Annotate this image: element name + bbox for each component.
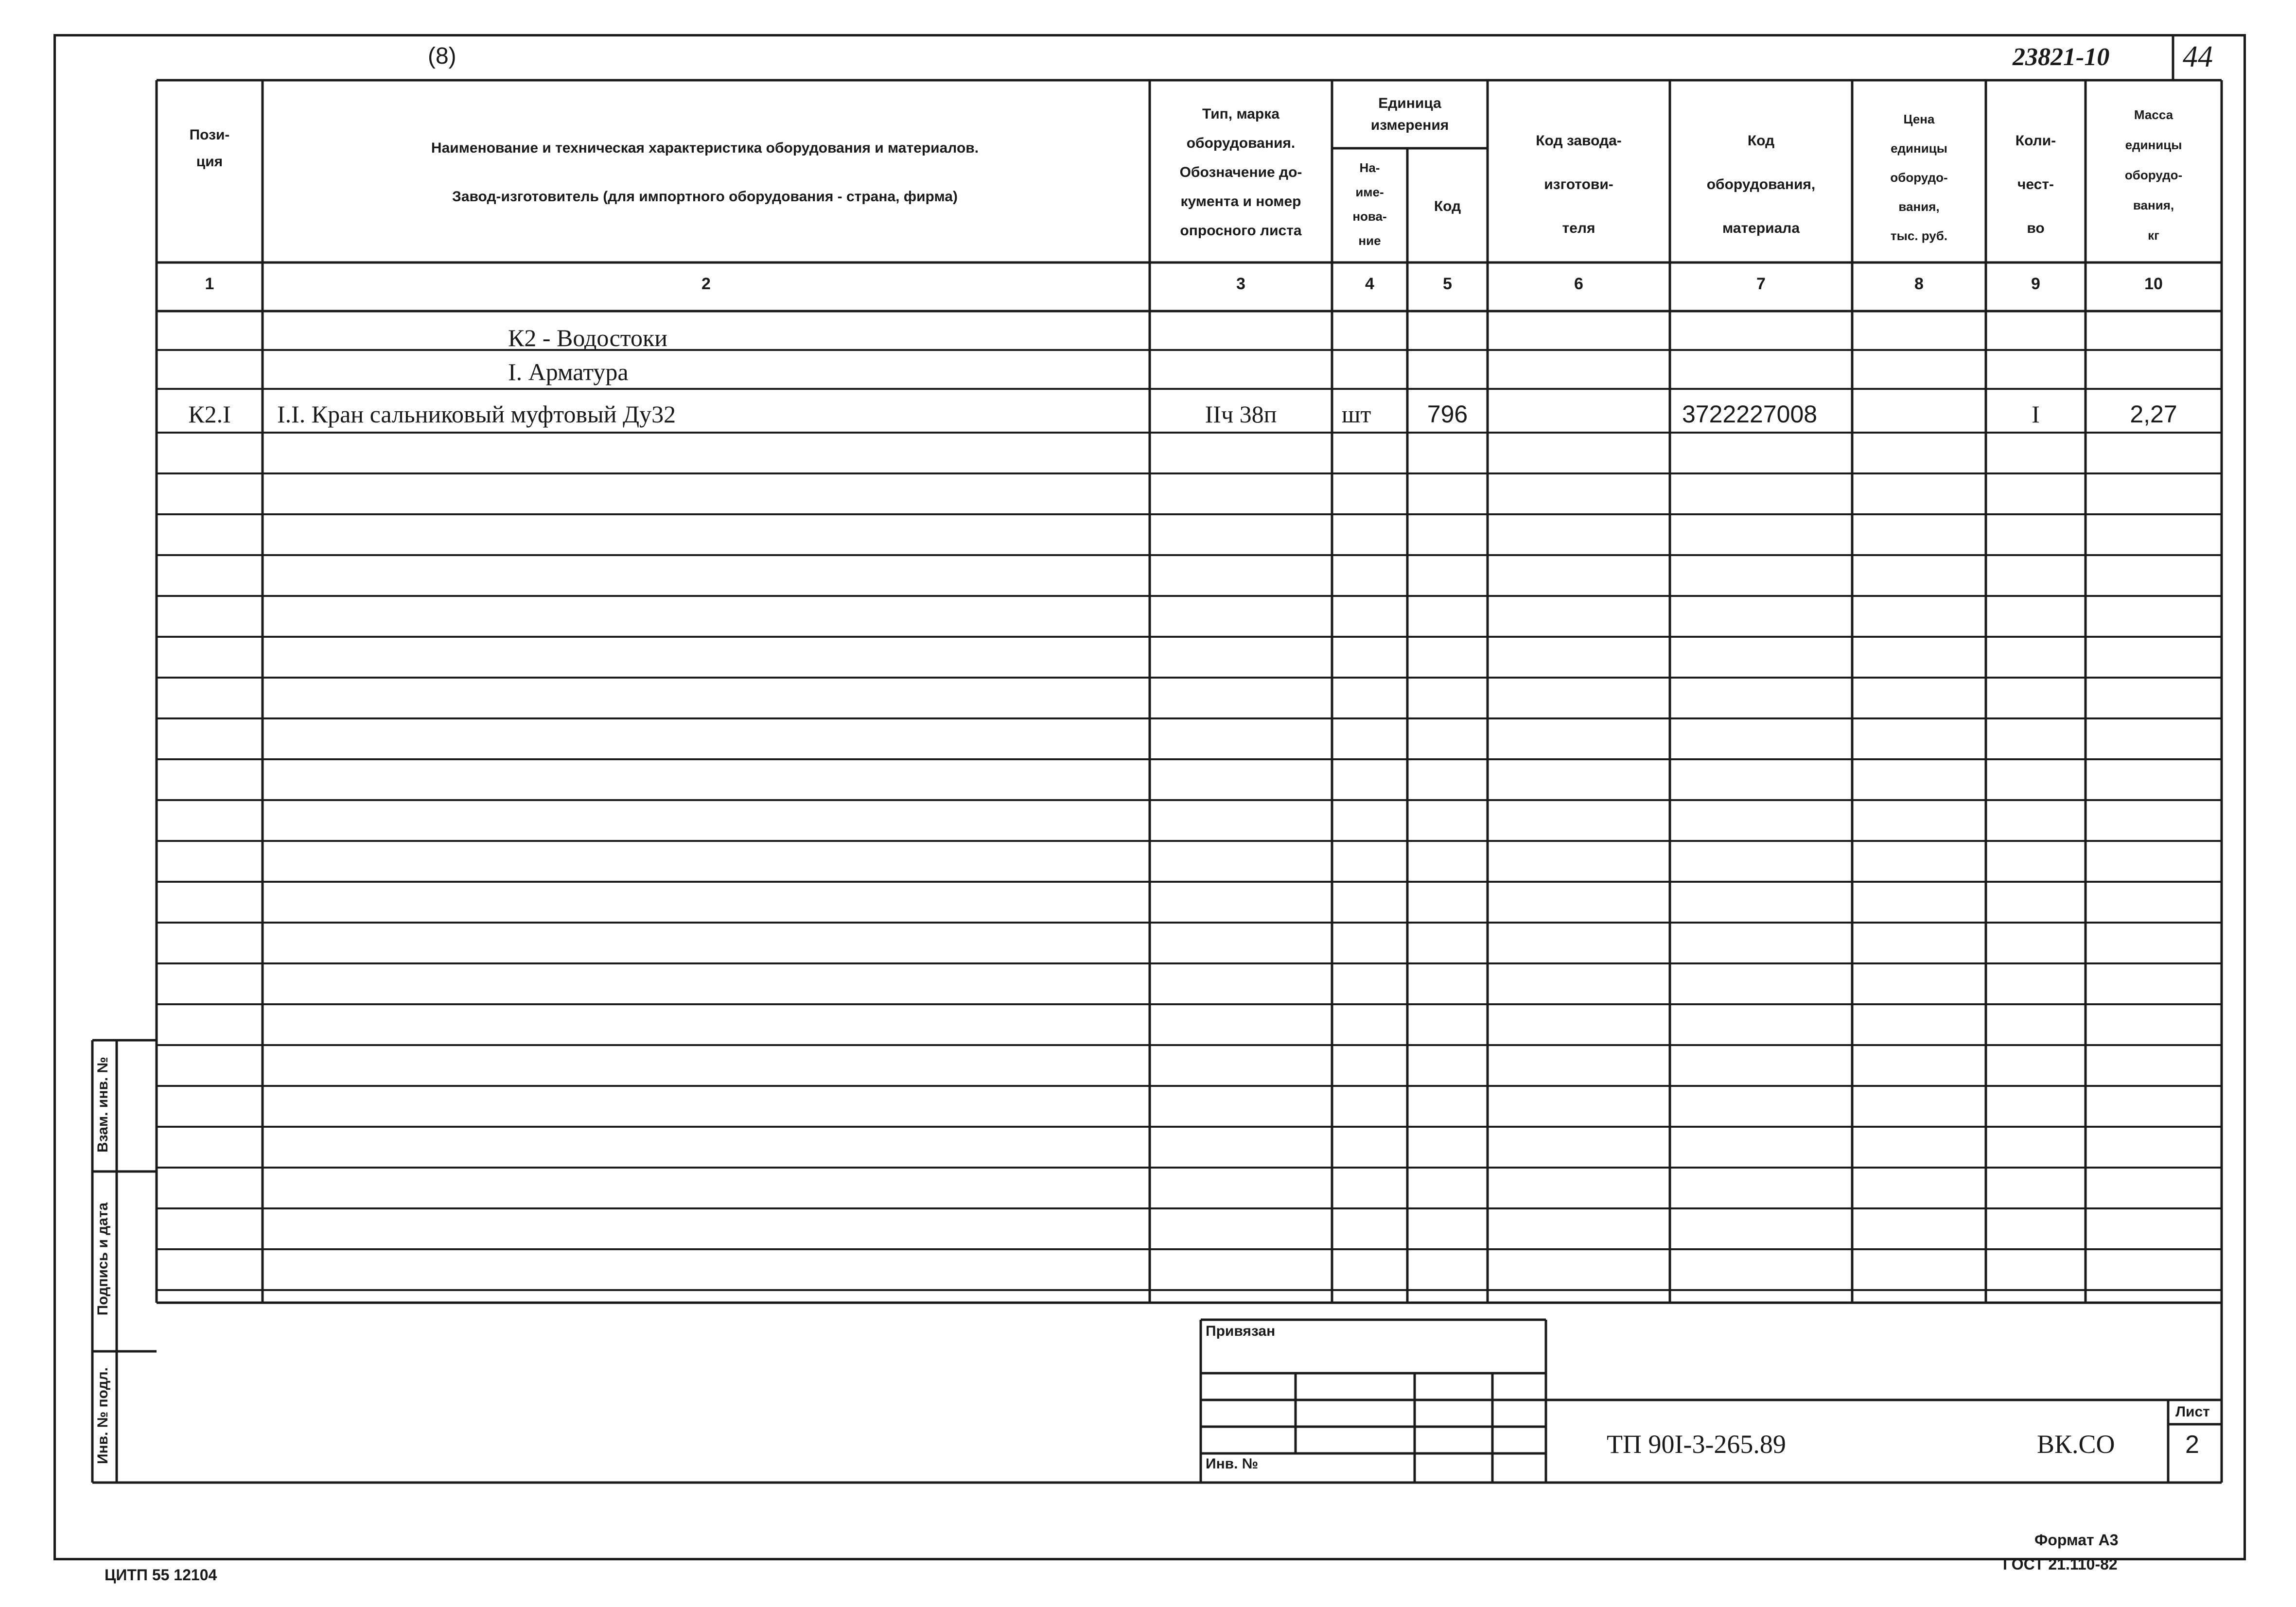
col-number-1: 1: [205, 275, 214, 293]
header-unit: Единица измерения: [1370, 95, 1449, 133]
section-title: К2 - Водостоки: [508, 324, 668, 351]
stamp-privyazan: Привязан: [1206, 1323, 1276, 1339]
col-number-7: 7: [1756, 275, 1766, 293]
header-position: Пози- ция: [189, 127, 230, 170]
col-number-4: 4: [1365, 275, 1374, 293]
col-number-3: 3: [1236, 275, 1245, 293]
footer-gost: ГОСТ 21.110-82: [2003, 1555, 2118, 1573]
header-price: Цена единицы оборудо- вания, тыс. руб.: [1890, 112, 1948, 243]
col-number-8: 8: [1914, 275, 1924, 293]
header-mass: Масса единицы оборудо- вания, кг: [2124, 107, 2183, 243]
cell-mass: 2,27: [2130, 401, 2177, 428]
header-name: Наименование и техническая характеристика оборудования и материалов. Завод-изготовитель (для импортного оборудования - страна, фирма): [431, 140, 979, 205]
cell-quantity: I: [2032, 401, 2040, 428]
col-number-5: 5: [1443, 275, 1452, 293]
header-quantity: Коли- чест- во: [2015, 133, 2056, 236]
cell-unit: шт: [1342, 401, 1371, 428]
cell-equipment-code: 3722227008: [1682, 401, 1818, 428]
side-label-inv: Инв. № подл.: [95, 1367, 111, 1465]
cell-name: I.I. Кран сальниковый муфтовый Ду32: [277, 401, 676, 428]
col-number-2: 2: [701, 275, 711, 293]
cell-position: К2.I: [188, 401, 231, 428]
stamp-inv-no: Инв. №: [1206, 1456, 1259, 1472]
stamp-sheet-number: 2: [2185, 1431, 2199, 1459]
stamp-code: ВК.СО: [2037, 1430, 2115, 1459]
cell-type: IIч 38п: [1205, 401, 1277, 428]
col-number-10: 10: [2144, 275, 2163, 293]
header-unit-code: Код: [1434, 198, 1461, 214]
footer-left-code: ЦИТП 55 12104: [105, 1566, 217, 1584]
stamp-designation: ТП 90I-3-265.89: [1607, 1430, 1786, 1459]
stamp-sheet-label: Лист: [2175, 1404, 2210, 1420]
side-label-podpis: Подпись и дата: [95, 1202, 111, 1316]
subsection-title: I. Арматура: [508, 358, 629, 385]
header-factory-code: Код завода- изготови- теля: [1536, 133, 1622, 236]
corner-number: 44: [2183, 40, 2213, 73]
header-equipment-code: Код оборудования, материала: [1706, 133, 1816, 236]
top-mark: (8): [428, 43, 456, 69]
header-unit-name: На- име- нова- ние: [1352, 160, 1387, 248]
footer-format: Формат А3: [2034, 1531, 2119, 1549]
col-number-9: 9: [2031, 275, 2040, 293]
header-type: Тип, марка оборудования. Обозначение до- кумента и номер опросного листа: [1179, 106, 1302, 239]
col-number-6: 6: [1574, 275, 1583, 293]
side-label-vzam: Взам. инв. №: [95, 1057, 111, 1153]
doc-number-handwritten: 23821-10: [2013, 43, 2110, 71]
cell-unit-code: 796: [1427, 401, 1468, 428]
